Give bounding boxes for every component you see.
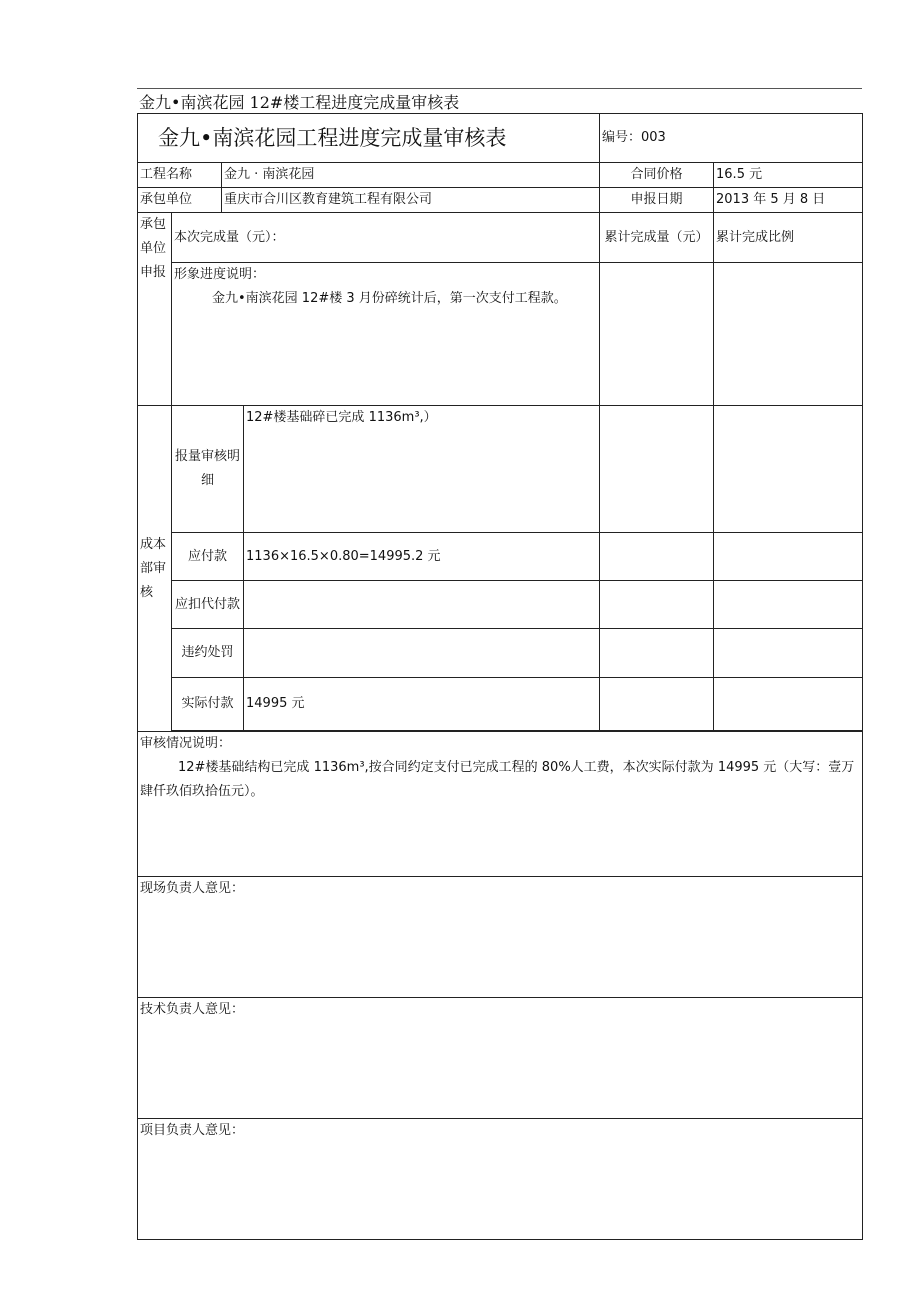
deduct-value — [244, 581, 600, 629]
payable-value: 1136×16.5×0.80=14995.2 元 — [244, 533, 600, 581]
progress-cell — [172, 263, 600, 406]
detail-value: 12#楼基础碎已完成 1136m³,） — [244, 406, 600, 533]
penalty-value — [244, 629, 600, 678]
progress-label: 形象进度说明： — [174, 267, 266, 282]
detail-cumulative-cell — [600, 406, 714, 533]
payable-ratio-cell — [714, 533, 863, 581]
apply-date-label: 申报日期 — [600, 188, 714, 213]
project-name-value: 金九 · 南滨花园 — [222, 163, 600, 188]
actual-label: 实际付款 — [172, 678, 244, 731]
project-opinion: 项目负责人意见： — [138, 1119, 863, 1240]
contractor-label: 承包单位 — [138, 188, 222, 213]
cost-section-label: 成本部审核 — [138, 406, 172, 732]
actual-ratio-cell — [714, 678, 863, 731]
progress-ratio-cell — [714, 263, 863, 406]
review-label: 审核情况说明： — [140, 736, 232, 751]
payable-label: 应付款 — [172, 533, 244, 581]
penalty-cumulative-cell — [600, 629, 714, 678]
actual-cumulative-cell — [600, 678, 714, 731]
contract-price-label: 合同价格 — [600, 163, 714, 188]
review-cell — [138, 732, 863, 877]
contractor-section-label: 承包单位申报 — [138, 213, 172, 406]
page-header: 金九•南滨花园 12#楼工程进度完成量审核表 — [139, 93, 460, 112]
cumulative-amount-label: 累计完成量（元） — [600, 213, 714, 263]
deduct-cumulative-cell — [600, 581, 714, 629]
actual-value: 14995 元 — [244, 678, 600, 731]
detail-ratio-cell — [714, 406, 863, 533]
contract-price-value: 16.5 元 — [714, 163, 863, 188]
penalty-label: 违约处罚 — [172, 629, 244, 678]
detail-label: 报量审核明细 — [172, 406, 244, 533]
header-rule — [137, 88, 862, 89]
audit-form-table — [137, 113, 863, 1240]
project-name-label: 工程名称 — [138, 163, 222, 188]
review-text: 12#楼基础结构已完成 1136m³,按合同约定支付已完成工程的 80%人工费，本次实际付款为 14995 元（大写：壹万肆仟玖佰玖拾伍元）。 — [140, 760, 855, 799]
contractor-value: 重庆市合川区教育建筑工程有限公司 — [222, 188, 600, 213]
cumulative-ratio-label: 累计完成比例 — [714, 213, 863, 263]
current-amount-label: 本次完成量（元）： — [172, 213, 600, 263]
payable-cumulative-cell — [600, 533, 714, 581]
apply-date-value: 2013 年 5 月 8 日 — [714, 188, 863, 213]
site-opinion: 现场负责人意见： — [138, 877, 863, 998]
tech-opinion: 技术负责人意见： — [138, 998, 863, 1119]
penalty-ratio-cell — [714, 629, 863, 678]
form-number: 编号：003 — [600, 114, 863, 163]
progress-cumulative-cell — [600, 263, 714, 406]
deduct-label: 应扣代付款 — [172, 581, 244, 629]
progress-text: 金九•南滨花园 12#楼 3 月份碎统计后，第一次支付工程款。 — [212, 291, 567, 306]
form-title: 金九•南滨花园工程进度完成量审核表 — [138, 114, 600, 163]
deduct-ratio-cell — [714, 581, 863, 629]
